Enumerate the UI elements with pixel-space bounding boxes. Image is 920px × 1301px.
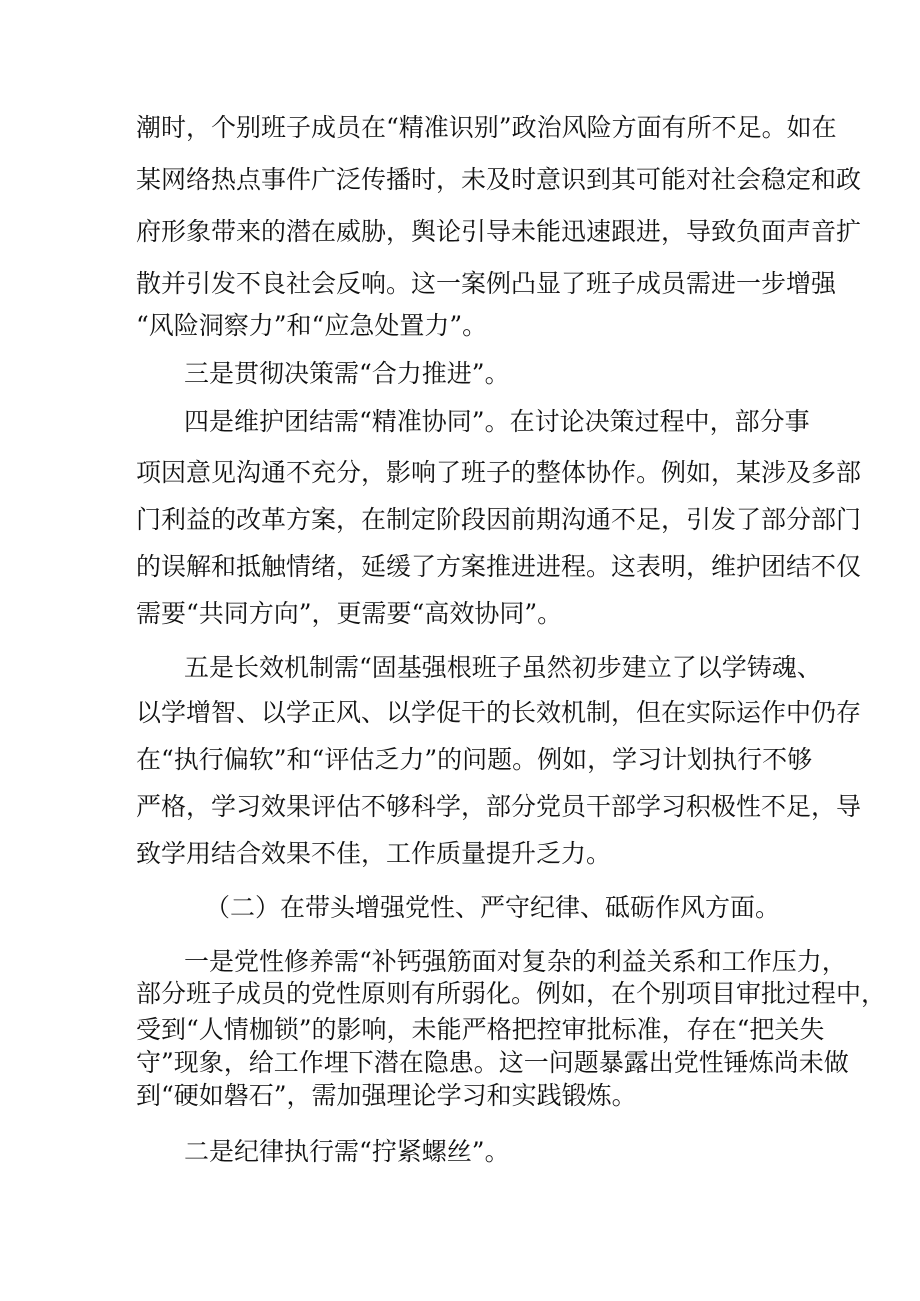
paragraph-5-line-1: 一是党性修养需“补钙强筋面对复杂的利益关系和工作压力， xyxy=(184,947,847,976)
paragraph-5-line-3: 受到“人情枷锁”的影响，未能严格把控审批标准，存在“把关失 xyxy=(136,1015,825,1044)
paragraph-5-line-4: 守”现象，给工作埋下潜在隐患。这一问题暴露出党性锤炼尚未做 xyxy=(136,1048,849,1077)
paragraph-4-line-3: 在“执行偏软”和“评估乏力”的问题。例如，学习计划执行不够 xyxy=(136,745,813,774)
paragraph-3-line-1: 四是维护团结需“精准协同”。在讨论决策过程中，部分事 xyxy=(184,407,810,436)
paragraph-2-line-1: 三是贯彻决策需“合力推进”。 xyxy=(184,359,510,388)
paragraph-3-line-3: 门利益的改革方案，在制定阶段因前期沟通不足，引发了部分部门 xyxy=(136,505,862,534)
paragraph-5-line-5: 到“硬如磐石”，需加强理论学习和实践锻炼。 xyxy=(136,1081,637,1110)
paragraph-4-line-1: 五是长效机制需“固基强根班子虽然初步建立了以学铸魂、 xyxy=(184,653,822,682)
paragraph-4-line-5: 致学用结合效果不佳，工作质量提升乏力。 xyxy=(136,839,612,868)
paragraph-4-line-2: 以学增智、以学正风、以学促干的长效机制，但在实际运作中仍存 xyxy=(136,698,862,727)
paragraph-3-line-5: 需要“共同方向”，更需要“高效协同”。 xyxy=(136,599,563,628)
paragraph-4-line-4: 严格，学习效果评估不够科学，部分党员干部学习积极性不足，导 xyxy=(136,792,862,821)
paragraph-1-line-5: “风险洞察力”和“应急处置力”。 xyxy=(136,311,488,340)
section-heading-2: （二）在带头增强党性、严守纪律、砥砺作风方面。 xyxy=(205,893,781,922)
paragraph-3-line-4: 的误解和抵触情绪，延缓了方案推进进程。这表明，维护团结不仅 xyxy=(136,552,862,581)
paragraph-5-line-2: 部分班子成员的党性原则有所弱化。例如，在个别项目审批过程中， xyxy=(136,979,887,1008)
paragraph-1-line-2: 某网络热点事件广泛传播时，未及时意识到其可能对社会稳定和政 xyxy=(136,165,862,194)
paragraph-1-line-1: 潮时，个别班子成员在“精准识别”政治风险方面有所不足。如在 xyxy=(136,113,837,142)
paragraph-1-line-4: 散并引发不良社会反响。这一案例凸显了班子成员需进一步增强 xyxy=(136,269,837,298)
paragraph-1-line-3: 府形象带来的潜在威胁，舆论引导未能迅速跟进，导致负面声音扩 xyxy=(136,217,862,246)
paragraph-3-line-2: 项因意见沟通不充分，影响了班子的整体协作。例如，某涉及多部 xyxy=(136,458,862,487)
paragraph-6-line-1: 二是纪律执行需“拧紧螺丝”。 xyxy=(184,1137,510,1166)
